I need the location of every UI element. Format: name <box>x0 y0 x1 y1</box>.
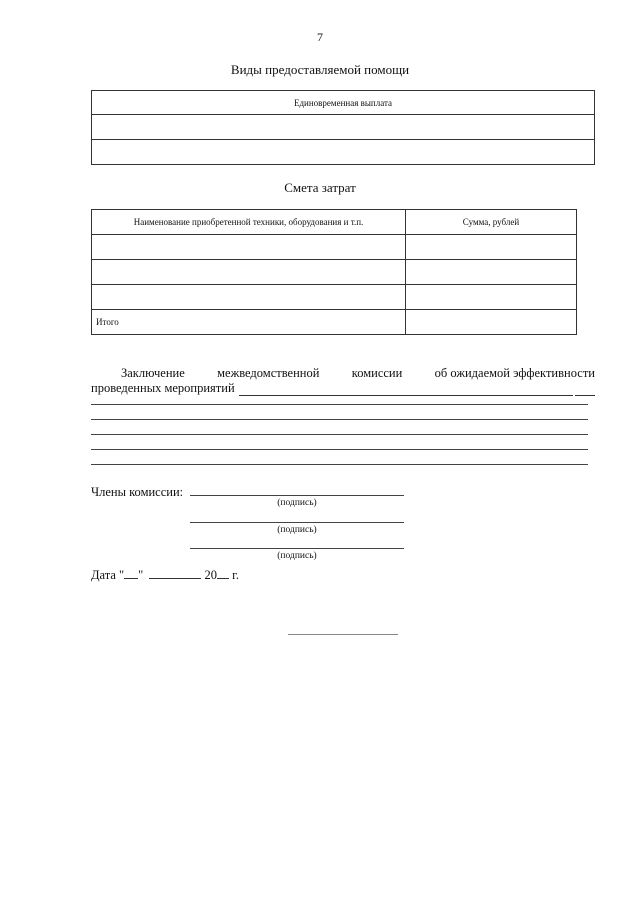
item-sum-cell[interactable] <box>406 285 577 310</box>
conclusion-line-1 <box>91 366 595 381</box>
conclusion-word: об ожидаемой эффективности <box>434 366 595 380</box>
signature-caption: (подпись) <box>277 551 317 561</box>
col-name-header: Наименование приобретенной техники, оборудования и т.п. <box>92 210 406 235</box>
signature-caption: (подпись) <box>277 498 317 508</box>
conclusion-word: Заключение <box>121 366 185 380</box>
aid-types-title: Виды предоставляемой помощи <box>230 62 410 77</box>
aid-types-table <box>91 90 595 165</box>
total-label-cell: Итого <box>92 310 406 335</box>
conclusion-paragraph <box>91 366 595 396</box>
table-row <box>92 235 577 260</box>
conclusion-line-2 <box>91 381 595 396</box>
conclusion-word: межведомственной <box>217 366 320 380</box>
date-day-blank[interactable] <box>124 567 138 579</box>
page-number: 7 <box>317 30 323 44</box>
table-row <box>92 210 577 235</box>
table-row <box>92 310 577 335</box>
conclusion-blank[interactable] <box>239 382 573 396</box>
date-year-prefix: 20 <box>204 568 218 582</box>
estimate-table <box>91 209 577 335</box>
end-separator <box>288 634 398 635</box>
date-year-suffix: г. <box>232 568 239 582</box>
col-sum-header: Сумма, рублей <box>406 210 577 235</box>
date-label: Дата " <box>91 568 125 582</box>
table-row <box>92 91 595 115</box>
conclusion-blank-line[interactable] <box>91 434 588 435</box>
table-row <box>92 140 595 165</box>
item-name-cell[interactable] <box>92 285 406 310</box>
estimate-title: Смета затрат <box>284 180 356 195</box>
item-sum-cell[interactable] <box>406 260 577 285</box>
table-row <box>92 115 595 140</box>
conclusion-blank-tail[interactable] <box>575 382 595 396</box>
item-name-cell[interactable] <box>92 260 406 285</box>
date-line <box>91 567 239 583</box>
aid-header-cell: Единовременная выплата <box>92 91 595 115</box>
conclusion-blank-line[interactable] <box>91 404 588 405</box>
signature-line[interactable] <box>190 495 404 496</box>
date-quote: " <box>138 568 144 582</box>
members-label: Члены комиссии: <box>91 485 184 499</box>
signature-line[interactable] <box>190 548 404 549</box>
aid-empty-cell[interactable] <box>92 115 595 140</box>
signature-line[interactable] <box>190 522 404 523</box>
conclusion-blank-line[interactable] <box>91 419 588 420</box>
date-year-blank[interactable] <box>217 567 229 579</box>
conclusion-line2-text: проведенных мероприятий <box>91 381 235 395</box>
conclusion-word: комиссии <box>351 366 403 380</box>
total-sum-cell[interactable] <box>406 310 577 335</box>
table-row <box>92 285 577 310</box>
signature-caption: (подпись) <box>277 525 317 535</box>
item-sum-cell[interactable] <box>406 235 577 260</box>
table-row <box>92 260 577 285</box>
aid-empty-cell[interactable] <box>92 140 595 165</box>
conclusion-blank-line[interactable] <box>91 464 588 465</box>
item-name-cell[interactable] <box>92 235 406 260</box>
conclusion-blank-line[interactable] <box>91 449 588 450</box>
date-month-blank[interactable] <box>149 567 201 579</box>
